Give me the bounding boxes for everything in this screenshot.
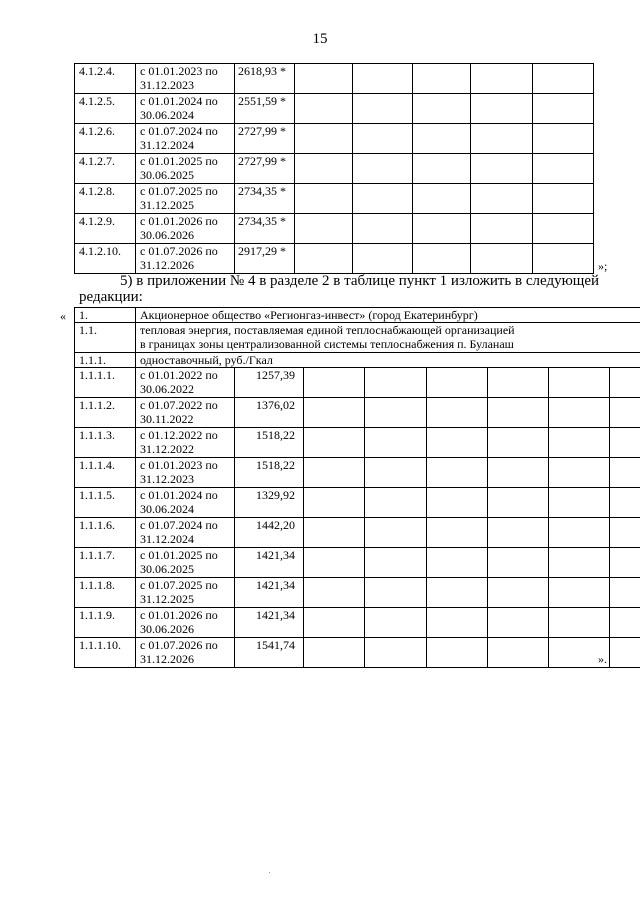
empty-cell — [610, 548, 640, 578]
table-row — [75, 458, 640, 488]
empty-cell — [353, 214, 413, 244]
empty-cell — [610, 458, 640, 488]
empty-cell — [488, 368, 549, 398]
empty-cell — [549, 368, 610, 398]
empty-cell — [488, 548, 549, 578]
empty-cell — [427, 398, 488, 428]
row-value: 2618,93 * — [235, 64, 295, 94]
empty-cell — [304, 428, 365, 458]
empty-cell — [610, 428, 640, 458]
period-cell — [136, 638, 235, 668]
empty-cell — [471, 214, 533, 244]
empty-cell — [365, 518, 427, 548]
empty-cell — [471, 184, 533, 214]
empty-cell — [488, 488, 549, 518]
empty-cell — [365, 488, 427, 518]
empty-cell — [304, 638, 365, 668]
row-code: 1.1.1.9. — [75, 608, 136, 638]
table1-closing-mark: »; — [598, 259, 608, 273]
row-value: 2727,99 * — [235, 154, 295, 184]
row-code: 1.1.1.4. — [75, 458, 136, 488]
row-code: 1.1.1.8. — [75, 578, 136, 608]
period-line: с 01.12.2022 по — [140, 428, 218, 442]
period-line: 30.06.2026 — [140, 228, 194, 242]
empty-cell — [549, 458, 610, 488]
period-line: с 01.07.2025 по — [140, 184, 218, 198]
empty-cell — [304, 518, 365, 548]
period-line: 31.12.2025 — [140, 592, 194, 606]
period-cell — [136, 214, 235, 244]
table-row — [75, 398, 640, 428]
empty-cell — [549, 548, 610, 578]
empty-cell — [488, 458, 549, 488]
empty-cell — [413, 184, 471, 214]
page-number: 15 — [312, 31, 328, 47]
org-code: 1. — [75, 308, 136, 323]
period-line: с 01.01.2025 по — [140, 154, 218, 168]
row-value: 2551,59 * — [235, 94, 295, 124]
row-code: 1.1.1.7. — [75, 548, 136, 578]
period-line: 30.06.2025 — [140, 562, 194, 576]
empty-cell — [295, 64, 353, 94]
period-cell — [136, 488, 235, 518]
empty-cell — [295, 94, 353, 124]
empty-cell — [304, 548, 365, 578]
empty-cell — [471, 154, 533, 184]
table-row — [75, 214, 594, 244]
row-value: 2734,35 * — [235, 184, 295, 214]
table-row — [75, 184, 594, 214]
table-row — [75, 244, 594, 274]
empty-cell — [427, 578, 488, 608]
table-row — [75, 578, 640, 608]
period-line: 30.06.2022 — [140, 382, 194, 396]
empty-cell — [353, 124, 413, 154]
empty-cell — [488, 518, 549, 548]
table-row — [75, 64, 594, 94]
row-code: 1.1.1.2. — [75, 398, 136, 428]
period-cell — [136, 64, 235, 94]
empty-cell — [365, 428, 427, 458]
empty-cell — [427, 518, 488, 548]
tariff-table-regiongaz — [74, 307, 640, 668]
period-line: с 01.07.2026 по — [140, 638, 218, 652]
empty-cell — [413, 214, 471, 244]
empty-cell — [549, 608, 610, 638]
row-code: 4.1.2.5. — [75, 94, 136, 124]
period-line: с 01.01.2023 по — [140, 458, 218, 472]
period-line: 31.12.2026 — [140, 258, 194, 272]
row-value: 1329,92 — [235, 488, 304, 518]
empty-cell — [549, 428, 610, 458]
row-value: 1421,34 — [235, 608, 304, 638]
period-cell — [136, 608, 235, 638]
empty-cell — [427, 428, 488, 458]
empty-cell — [533, 214, 594, 244]
empty-cell — [353, 184, 413, 214]
empty-cell — [488, 578, 549, 608]
period-line: с 01.01.2024 по — [140, 94, 218, 108]
empty-cell — [427, 488, 488, 518]
empty-cell — [365, 548, 427, 578]
table-row — [75, 124, 594, 154]
empty-cell — [471, 94, 533, 124]
table-row — [75, 368, 640, 398]
empty-cell — [413, 244, 471, 274]
service-code: 1.1. — [75, 323, 136, 353]
period-line: с 01.01.2024 по — [140, 488, 218, 502]
period-line: 30.06.2024 — [140, 502, 194, 516]
period-line: с 01.07.2024 по — [140, 518, 218, 532]
empty-cell — [533, 154, 594, 184]
empty-cell — [610, 488, 640, 518]
table-row — [75, 154, 594, 184]
period-line: 30.06.2026 — [140, 622, 194, 636]
table2-closing-mark: ». — [598, 652, 607, 666]
org-name: Акционерное общество «Регионгаз-инвест» (город Екатеринбург) — [136, 308, 640, 323]
empty-cell — [413, 64, 471, 94]
period-line: с 01.01.2026 по — [140, 608, 218, 622]
empty-cell — [471, 124, 533, 154]
period-cell — [136, 154, 235, 184]
empty-cell — [533, 244, 594, 274]
empty-cell — [353, 64, 413, 94]
service-text-line-1: тепловая энергия, поставляемая единой теплоснабжающей организацией — [140, 323, 515, 337]
row-value: 1257,39 — [235, 368, 304, 398]
period-cell — [136, 578, 235, 608]
row-code: 4.1.2.9. — [75, 214, 136, 244]
empty-cell — [427, 458, 488, 488]
empty-cell — [533, 184, 594, 214]
table-row — [75, 94, 594, 124]
period-line: 31.12.2024 — [140, 532, 194, 546]
empty-cell — [365, 368, 427, 398]
table-row — [75, 548, 640, 578]
row-code: 4.1.2.7. — [75, 154, 136, 184]
period-line: с 01.01.2022 по — [140, 368, 218, 382]
period-cell — [136, 398, 235, 428]
period-line: 31.12.2023 — [140, 78, 194, 92]
empty-cell — [295, 184, 353, 214]
row-code: 4.1.2.6. — [75, 124, 136, 154]
period-cell — [136, 124, 235, 154]
empty-cell — [488, 428, 549, 458]
row-code: 1.1.1.3. — [75, 428, 136, 458]
empty-cell — [413, 154, 471, 184]
period-cell — [136, 368, 235, 398]
row-value: 1518,22 — [235, 428, 304, 458]
empty-cell — [295, 124, 353, 154]
period-cell — [136, 94, 235, 124]
empty-cell — [413, 94, 471, 124]
row-value: 2917,29 * — [235, 244, 295, 274]
period-cell — [136, 184, 235, 214]
empty-cell — [304, 488, 365, 518]
period-line: 30.06.2025 — [140, 168, 194, 182]
empty-cell — [610, 398, 640, 428]
empty-cell — [365, 398, 427, 428]
row-value: 2727,99 * — [235, 124, 295, 154]
empty-cell — [610, 638, 640, 668]
tariff-type-row — [75, 353, 640, 368]
row-code: 4.1.2.8. — [75, 184, 136, 214]
table-row — [75, 488, 640, 518]
row-value: 1421,34 — [235, 548, 304, 578]
table-row — [75, 638, 640, 668]
empty-cell — [549, 578, 610, 608]
paragraph-line-2: редакции: — [79, 289, 143, 305]
empty-cell — [353, 244, 413, 274]
period-line: 31.12.2022 — [140, 442, 194, 456]
empty-cell — [365, 578, 427, 608]
empty-cell — [471, 64, 533, 94]
service-text — [136, 323, 640, 353]
period-cell — [136, 458, 235, 488]
table-row — [75, 608, 640, 638]
table-row — [75, 428, 640, 458]
empty-cell — [427, 368, 488, 398]
empty-cell — [304, 368, 365, 398]
period-line: 31.12.2026 — [140, 652, 194, 666]
empty-cell — [295, 244, 353, 274]
row-code: 1.1.1.6. — [75, 518, 136, 548]
empty-cell — [610, 518, 640, 548]
period-cell — [136, 548, 235, 578]
row-code: 1.1.1.5. — [75, 488, 136, 518]
period-cell — [136, 428, 235, 458]
row-value: 1421,34 — [235, 578, 304, 608]
period-line: 30.06.2024 — [140, 108, 194, 122]
service-row — [75, 323, 640, 353]
tariff-text: одноставочный, руб./Гкал — [136, 353, 640, 368]
empty-cell — [365, 608, 427, 638]
row-code: 4.1.2.10. — [75, 244, 136, 274]
empty-cell — [610, 578, 640, 608]
empty-cell — [533, 124, 594, 154]
empty-cell — [549, 488, 610, 518]
empty-cell — [304, 608, 365, 638]
empty-cell — [488, 638, 549, 668]
row-value: 1541,74 — [235, 638, 304, 668]
period-line: 30.11.2022 — [140, 412, 194, 426]
empty-cell — [488, 608, 549, 638]
paragraph-line-1: 5) в приложении № 4 в разделе 2 в таблице пункт 1 изложить в следующей — [120, 273, 600, 289]
empty-cell — [471, 244, 533, 274]
period-cell — [136, 518, 235, 548]
empty-cell — [427, 548, 488, 578]
tariff-table-4-1-2 — [74, 63, 594, 274]
org-row — [75, 308, 640, 323]
empty-cell — [533, 94, 594, 124]
empty-cell — [549, 398, 610, 428]
row-value: 1376,02 — [235, 398, 304, 428]
row-value: 1518,22 — [235, 458, 304, 488]
empty-cell — [304, 578, 365, 608]
empty-cell — [427, 638, 488, 668]
empty-cell — [304, 398, 365, 428]
empty-cell — [304, 458, 365, 488]
row-value: 1442,20 — [235, 518, 304, 548]
period-cell — [136, 244, 235, 274]
row-value: 2734,35 * — [235, 214, 295, 244]
period-line: с 01.07.2022 по — [140, 398, 218, 412]
empty-cell — [295, 154, 353, 184]
open-quote: « — [60, 309, 66, 323]
empty-cell — [488, 398, 549, 428]
period-line: 31.12.2025 — [140, 198, 194, 212]
service-text-line-2: в границах зоны централизованной системы теплоснабжения п. Буланаш — [140, 337, 514, 351]
empty-cell — [549, 518, 610, 548]
empty-cell — [353, 94, 413, 124]
empty-cell — [295, 214, 353, 244]
empty-cell — [365, 458, 427, 488]
row-code: 1.1.1.10. — [75, 638, 136, 668]
period-line: 31.12.2024 — [140, 138, 194, 152]
tariff-code: 1.1.1. — [75, 353, 136, 368]
period-line: 31.12.2023 — [140, 472, 194, 486]
period-line: с 01.01.2026 по — [140, 214, 218, 228]
empty-cell — [533, 64, 594, 94]
period-line: с 01.01.2025 по — [140, 548, 218, 562]
row-code: 4.1.2.4. — [75, 64, 136, 94]
empty-cell — [365, 638, 427, 668]
empty-cell — [610, 368, 640, 398]
period-line: с 01.07.2026 по — [140, 244, 218, 258]
empty-cell — [353, 154, 413, 184]
row-code: 1.1.1.1. — [75, 368, 136, 398]
empty-cell — [427, 608, 488, 638]
table-row — [75, 518, 640, 548]
period-line: с 01.07.2024 по — [140, 124, 218, 138]
period-line: с 01.01.2023 по — [140, 64, 218, 78]
scan-speck — [269, 872, 270, 873]
period-line: с 01.07.2025 по — [140, 578, 218, 592]
empty-cell — [413, 124, 471, 154]
empty-cell — [610, 608, 640, 638]
